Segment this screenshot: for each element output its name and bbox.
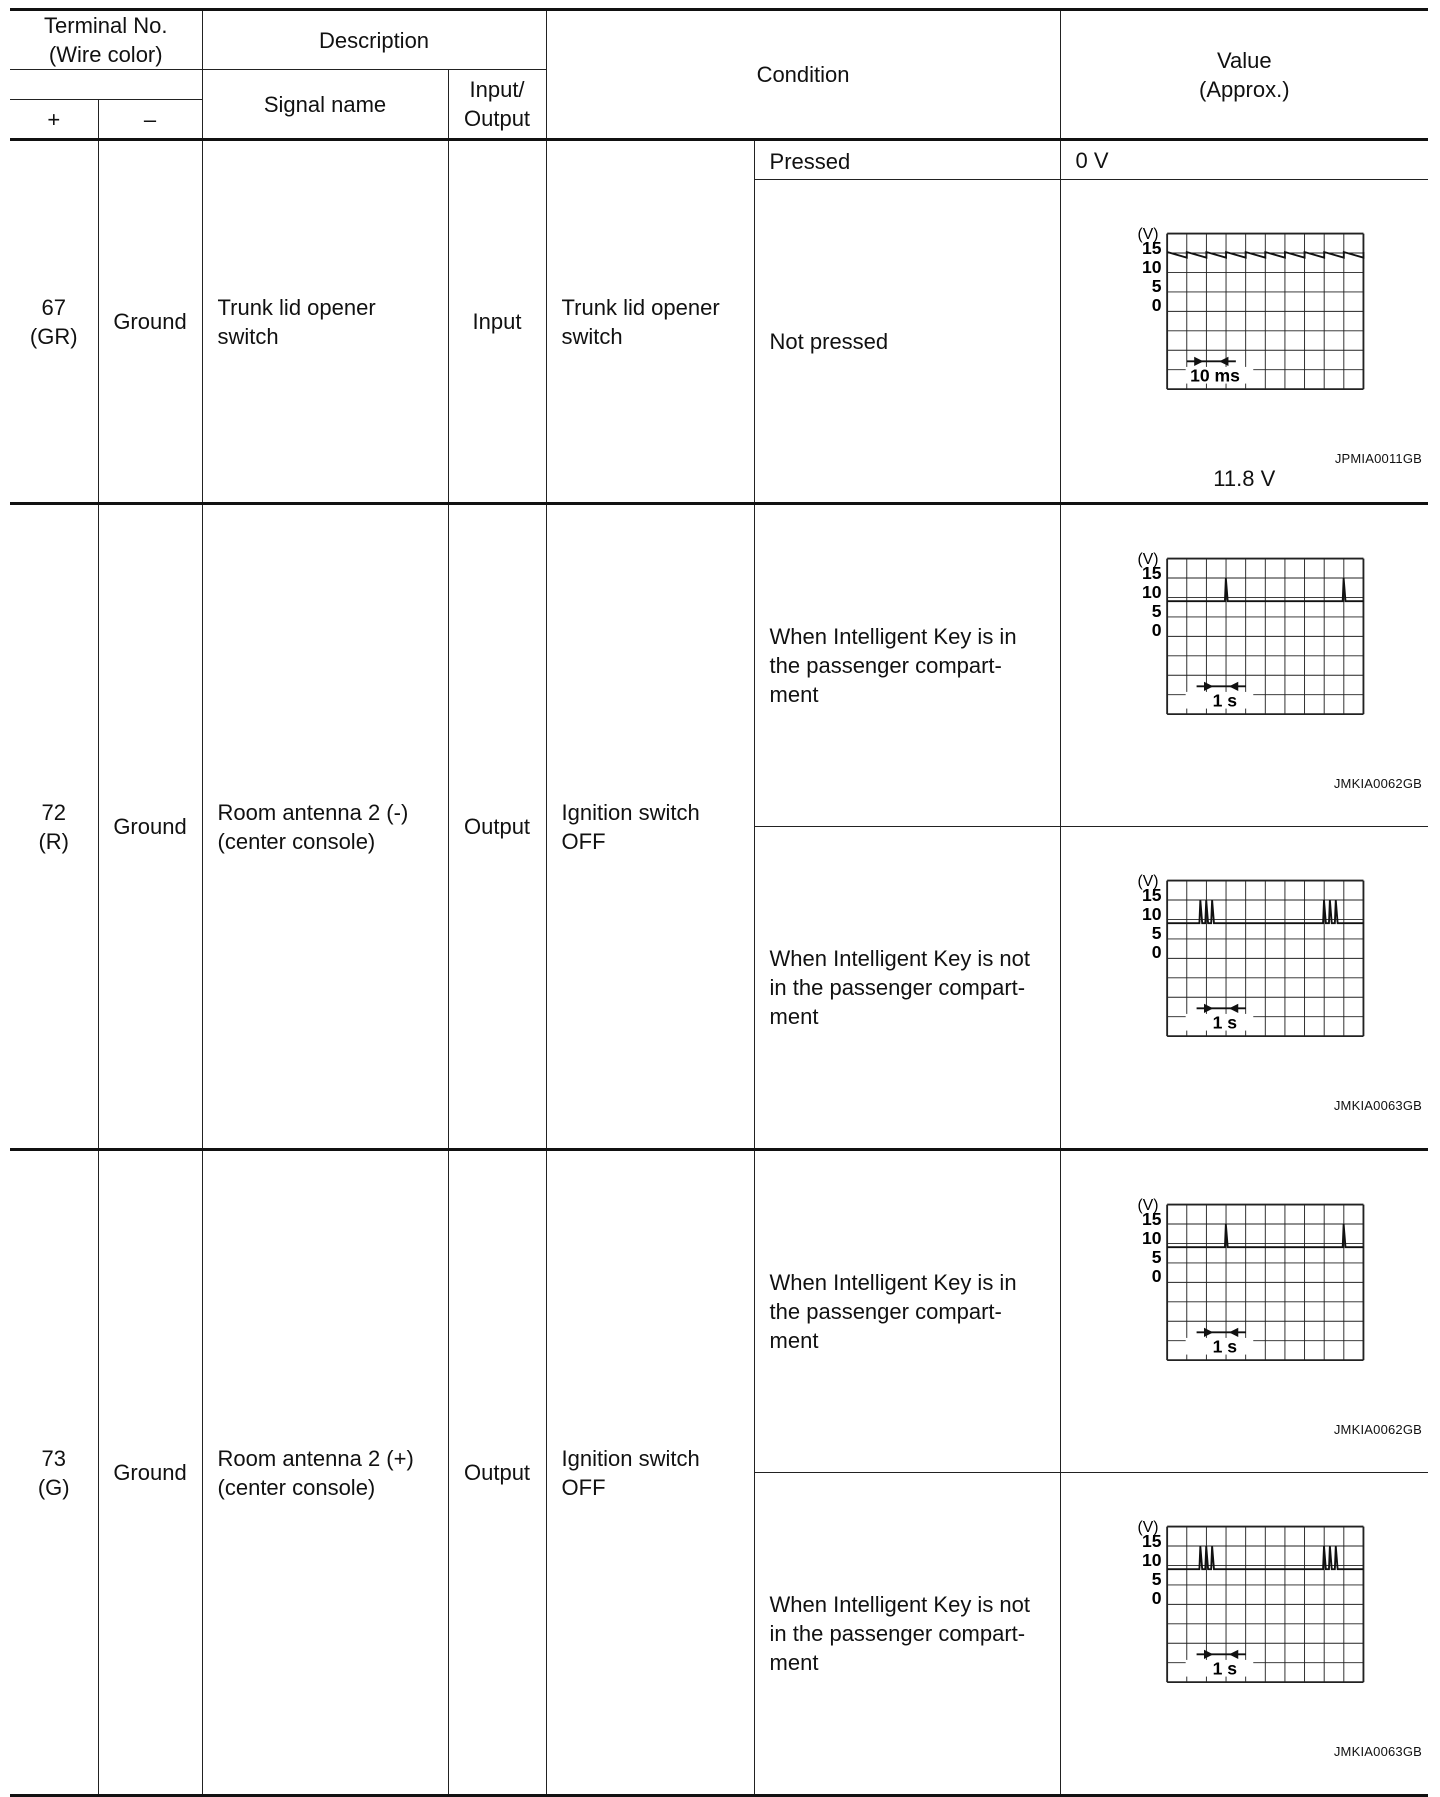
figure-code: JMKIA0062GB bbox=[1333, 1422, 1423, 1437]
sub-condition-cell: When Intelligent Key is not in the passenger compart- ment bbox=[754, 827, 1060, 1150]
input-output-cell: Output bbox=[448, 1150, 546, 1796]
y-tick-label: 5 bbox=[1152, 600, 1162, 621]
y-tick-label: 15 bbox=[1142, 1208, 1162, 1229]
value-cell bbox=[1060, 180, 1428, 504]
y-tick-label: 5 bbox=[1152, 1246, 1162, 1267]
terminal-plus-cell: 67 (GR) bbox=[10, 140, 98, 504]
value-cell bbox=[1060, 827, 1428, 1150]
y-tick-label: 0 bbox=[1152, 941, 1162, 962]
time-scale-label: 1 s bbox=[1212, 1336, 1238, 1357]
condition-cell: Trunk lid opener switch bbox=[546, 140, 754, 504]
y-tick-label: 15 bbox=[1142, 237, 1162, 258]
sub-condition-cell: When Intelligent Key is in the passenger compart- ment bbox=[754, 1150, 1060, 1473]
table-row bbox=[10, 1150, 1428, 1473]
signal-name-cell: Trunk lid opener switch bbox=[202, 140, 448, 504]
y-tick-label: 0 bbox=[1152, 619, 1162, 640]
input-output-cell: Input bbox=[448, 140, 546, 504]
time-scale-arrow bbox=[1219, 357, 1228, 366]
y-tick-label: 0 bbox=[1152, 294, 1162, 315]
table-row bbox=[10, 504, 1428, 827]
value-cell bbox=[1060, 504, 1428, 827]
y-unit-label: (V) bbox=[1137, 873, 1159, 891]
time-scale-arrow bbox=[1229, 1650, 1238, 1659]
header-approx-label: (Approx.) bbox=[1199, 76, 1290, 102]
terminal-plus-cell: 72 (R) bbox=[10, 504, 98, 1150]
time-scale-arrow bbox=[1204, 1650, 1213, 1659]
y-unit-label: (V) bbox=[1137, 1519, 1159, 1537]
time-scale-arrow bbox=[1229, 682, 1238, 691]
terminal-minus-cell: Ground bbox=[98, 504, 202, 1150]
y-unit-label: (V) bbox=[1137, 226, 1159, 244]
time-scale-label: 10 ms bbox=[1190, 365, 1241, 386]
time-scale-arrow bbox=[1204, 682, 1213, 691]
header-wire-color-label: (Wire color) bbox=[48, 42, 163, 67]
value-cell: 0 V bbox=[1060, 140, 1428, 180]
header-condition: Condition bbox=[546, 10, 1060, 140]
input-output-cell: Output bbox=[448, 504, 546, 1150]
y-tick-label: 5 bbox=[1152, 275, 1162, 296]
figure-code: JMKIA0063GB bbox=[1333, 1744, 1423, 1759]
y-tick-label: 0 bbox=[1152, 1265, 1162, 1286]
time-scale-arrow bbox=[1204, 1004, 1213, 1013]
sub-condition-cell: Pressed bbox=[754, 140, 1060, 180]
terminal-minus-cell: Ground bbox=[98, 140, 202, 504]
y-tick-label: 15 bbox=[1142, 1530, 1162, 1551]
oscilloscope-graph bbox=[1119, 869, 1369, 1044]
oscilloscope-graph bbox=[1119, 1515, 1369, 1690]
waveform-caption: 11.8 V bbox=[1213, 466, 1276, 491]
header-plus: + bbox=[10, 100, 98, 140]
time-scale-arrow bbox=[1194, 357, 1203, 366]
waveform-figure bbox=[1061, 222, 1429, 502]
y-tick-label: 10 bbox=[1142, 1549, 1162, 1570]
waveform-figure bbox=[1061, 1515, 1429, 1794]
header-terminal-spacer bbox=[10, 70, 202, 100]
value-cell bbox=[1060, 1473, 1428, 1796]
terminal-spec-table bbox=[10, 8, 1428, 1797]
y-tick-label: 5 bbox=[1152, 1568, 1162, 1589]
terminal-minus-cell: Ground bbox=[98, 1150, 202, 1796]
waveform-figure bbox=[1061, 869, 1429, 1148]
time-scale-label: 1 s bbox=[1212, 1658, 1238, 1679]
sub-condition-cell: When Intelligent Key is in the passenger compart- ment bbox=[754, 504, 1060, 827]
header-terminal-no bbox=[10, 10, 202, 70]
figure-code: JPMIA0011GB bbox=[1334, 451, 1423, 466]
y-tick-label: 10 bbox=[1142, 1227, 1162, 1248]
value-cell bbox=[1060, 1150, 1428, 1473]
oscilloscope-graph bbox=[1119, 547, 1369, 722]
condition-cell: Ignition switch OFF bbox=[546, 504, 754, 1150]
table-row bbox=[10, 140, 1428, 180]
header-signal-name: Signal name bbox=[202, 70, 448, 140]
header-minus: – bbox=[98, 100, 202, 140]
y-tick-label: 10 bbox=[1142, 903, 1162, 924]
oscilloscope-graph bbox=[1119, 222, 1369, 397]
y-tick-label: 15 bbox=[1142, 884, 1162, 905]
signal-name-cell: Room antenna 2 (-) (center console) bbox=[202, 504, 448, 1150]
sub-condition-cell: Not pressed bbox=[754, 180, 1060, 504]
oscilloscope-graph bbox=[1119, 1193, 1369, 1368]
header-value-label: Value bbox=[1216, 47, 1272, 73]
y-tick-label: 10 bbox=[1142, 256, 1162, 277]
time-scale-label: 1 s bbox=[1212, 1012, 1238, 1033]
header-description: Description bbox=[202, 10, 546, 70]
y-tick-label: 0 bbox=[1152, 1587, 1162, 1608]
condition-cell: Ignition switch OFF bbox=[546, 1150, 754, 1796]
waveform-figure bbox=[1061, 547, 1429, 826]
y-tick-label: 5 bbox=[1152, 922, 1162, 943]
time-scale-arrow bbox=[1229, 1328, 1238, 1337]
terminal-plus-cell: 73 (G) bbox=[10, 1150, 98, 1796]
y-unit-label: (V) bbox=[1137, 551, 1159, 569]
sub-condition-cell: When Intelligent Key is not in the passenger compart- ment bbox=[754, 1473, 1060, 1796]
time-scale-arrow bbox=[1204, 1328, 1213, 1337]
signal-name-cell: Room antenna 2 (+) (center console) bbox=[202, 1150, 448, 1796]
y-tick-label: 15 bbox=[1142, 562, 1162, 583]
figure-code: JMKIA0062GB bbox=[1333, 776, 1423, 791]
time-scale-label: 1 s bbox=[1212, 690, 1238, 711]
y-tick-label: 10 bbox=[1142, 581, 1162, 602]
header-value bbox=[1060, 10, 1428, 140]
header-terminal-no-label: Terminal No. bbox=[44, 13, 168, 38]
time-scale-arrow bbox=[1229, 1004, 1238, 1013]
header-input-output: Input/ Output bbox=[448, 70, 546, 140]
waveform-figure bbox=[1061, 1193, 1429, 1472]
figure-code: JMKIA0063GB bbox=[1333, 1098, 1423, 1113]
y-unit-label: (V) bbox=[1137, 1197, 1159, 1215]
